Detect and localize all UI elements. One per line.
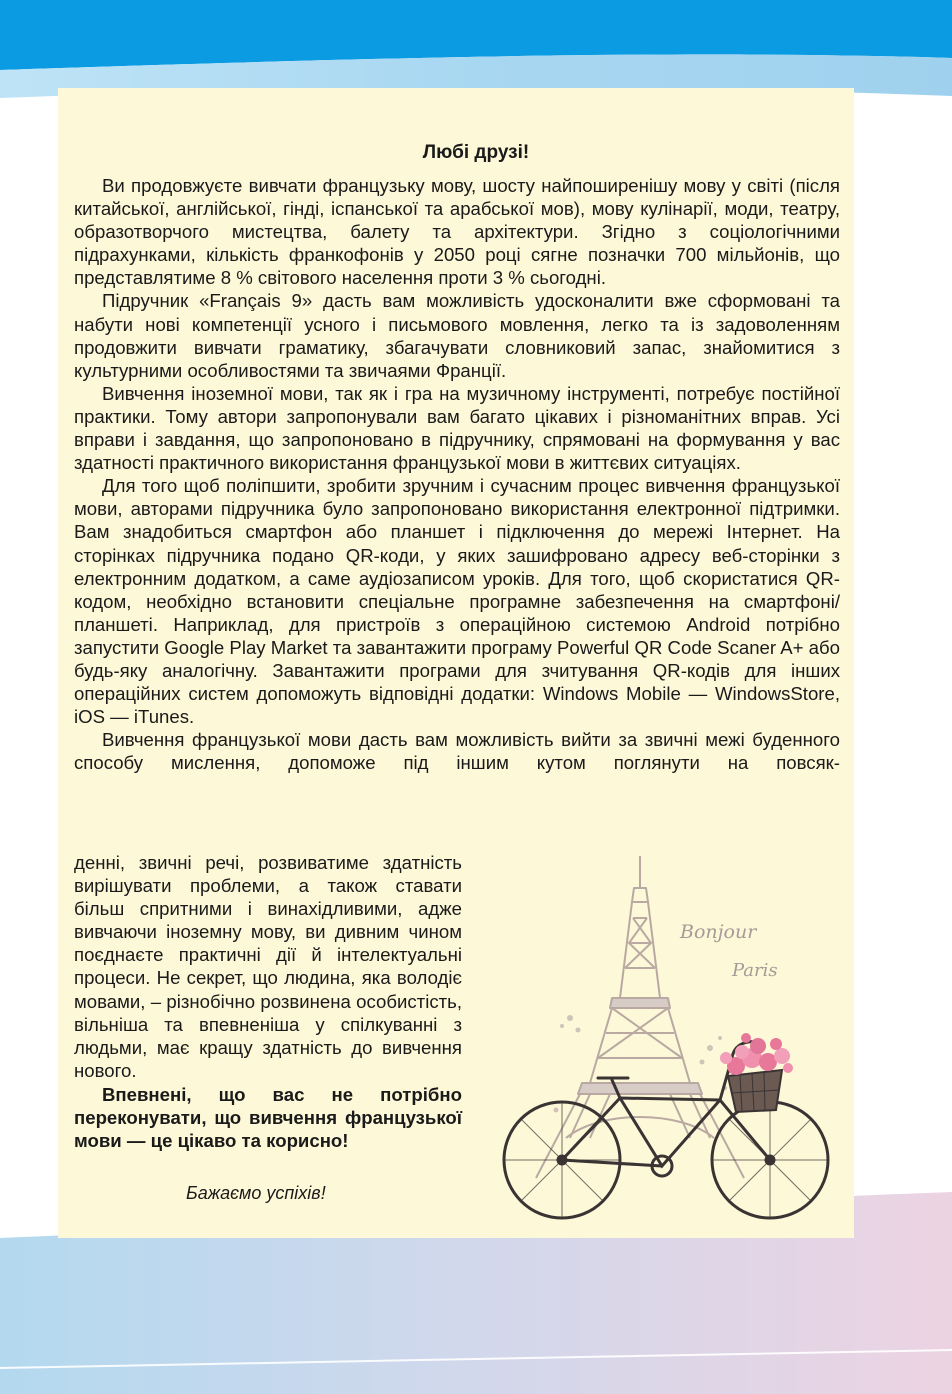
paragraph-4: Для того щоб поліпшити, зробити зручним і сучасним процес вивчення французької мови, авторами підручника було запропоновано використання електронної підтримки. Вам знадобиться смартфон або планшет і підключення до мережі Інтернет. На сторінках підручника подано QR-коди, у яких зашифровано адресу веб-сторінки з електронним додатком, а саме аудіозаписом уроків. Для того, щоб скористатися QR-кодом, необхідно встановити спеціальне програмне забезпечення на смартфоні/планшеті. Наприклад, для пристроїв з операційною системою Android потрібно запустити Google Play Market та завантажити програму Powerful QR Code Scaner A+ або будь-яку аналогічну. Завантажити програми для зчитування QR-кодів для інших операційних систем допоможуть відповідні додатки: Windows Mobile — WindowsStore, iOS — iTunes. — [74, 475, 840, 728]
paragraph-3: Вивчення іноземної мови, так як і гра на музичному інструменті, потребує постійної практики. Тому автори запропонували вам багато цікавих і різноманітних вправ. Усі вправи і завдання, що запропоновано в підручнику, спрямовані на формування у вас здатності практичного використання французької мови в життєвих ситуаціях. — [74, 382, 840, 474]
paragraph-2: Підручник «Français 9» дасть вам можливість удосконалити вже сформовані та набути нові компетенції усного і письмового мовлення, легко та із задоволенням продовжити вивчати граматику, збагачувати словниковий запас, знайомитися з культурними особливостями та звичаями Франції. — [74, 290, 840, 381]
script-paris: Paris — [732, 960, 778, 981]
letter-title: Любі друзі! — [422, 142, 530, 163]
paris-illustration — [470, 848, 850, 1238]
narrow-column — [74, 851, 462, 1152]
paragraph-1: Ви продовжуєте вивчати французьку мову, шосту найпоширенішу мову у світі (після китайської, англійської, гінді, іспанської та арабської мов), мову кулінарії, моди, театру, образотворчого мистецтва, балету та архітектури. Згідно з соціологічними підрахунками, кількість франкофонів у 2050 році сягне позначки 700 мільйонів, що представлятиме 8 % світового населення проти 3 % сьогодні. — [74, 175, 840, 289]
paragraph-5-continuation: денні, звичні речі, розвиватиме здатність вирішувати проблеми, а також ставати більш спритними і винахідливими, адже вивчаючи іноземну мову, ви дивним чином поєднаєте практичні дії й інтелектуальні процеси. Не секрет, що людина, яка володіє мовами, – різнобічно розвинена особистість, вільніша та впевненіша у спілкуванні з людьми, має кращу здатність до вивчення нового. — [74, 852, 462, 1081]
closing-wish: Бажаємо успіхів! — [186, 1183, 326, 1203]
letter-body — [74, 174, 840, 774]
paragraph-5: Вивчення французької мови дасть вам можливість вийти за звичні межі буденного способу мислення, допоможе під іншим кутом поглянути на повсяк- — [74, 729, 840, 774]
bicycle-icon — [504, 1042, 828, 1218]
flower-basket-icon — [720, 1033, 793, 1112]
script-bonjour: Bonjour — [680, 921, 757, 943]
bold-paragraph: Впевнені, що вас не потрібно переконувати, що вивчення французької мови — це цікаво та корисно! — [74, 1083, 462, 1152]
